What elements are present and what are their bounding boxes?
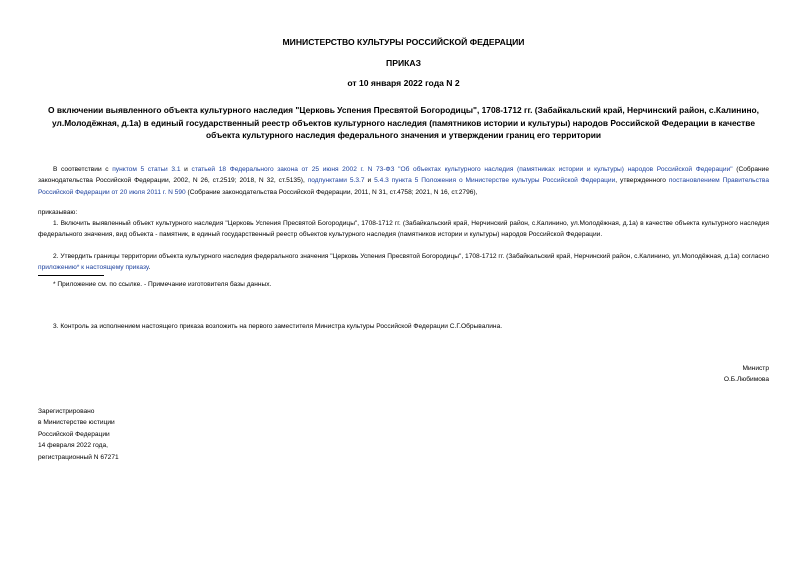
- item2-text-1: 2. Утвердить границы территории объекта культурного наследия федерального значения "Церковь Успения Пресвятой Богородицы", 1708-1712 гг. (Забайкальский край, Нерчинский район, с.Калинино, ул.Молодёжная, д.1а) согласно: [53, 253, 769, 260]
- basis-text-4: и: [364, 177, 375, 185]
- registration-line-3: Российской Федерации: [38, 430, 110, 438]
- order-item-3: 3. Контроль за исполнением настоящего приказа возложить на первого заместителя Министра культуры Российской Федерации С.Г.Обрывалина.: [53, 323, 503, 330]
- basis-text-2: и: [180, 166, 192, 173]
- registration-block: [38, 406, 119, 463]
- document-subject: О включении выявленного объекта культурного наследия "Церковь Успения Пресвятой Богородицы", 1708-1712 гг. (Забайкальский край, Нерчинский район, с.Калинино, ул.Молодёжная, д.1а) в единый государственный реестр объектов культурного наследия (памятников истории и культуры) народов Российской Федерации в качестве объекта культурного наследия федерального значения и утверждении границ его территории: [48, 105, 759, 140]
- signature-block: [724, 363, 769, 386]
- signature-name: О.Б.Любимова: [723, 376, 769, 384]
- document-date-number: от 10 января 2022 года N 2: [347, 78, 460, 88]
- registration-line-5: регистрационный N 67271: [38, 453, 119, 461]
- orders-label: приказываю:: [38, 209, 78, 216]
- basis-text-1: В соответствии с: [53, 166, 113, 173]
- link-ministry-regulation[interactable]: 5.4.3 пункта 5 Положения о Министерстве культуры Российской Федерации: [374, 177, 616, 185]
- link-article-3-1[interactable]: пунктом 5 статьи 3.1: [112, 166, 181, 173]
- link-subpoint-5-3-7[interactable]: подпунктами 5.3.7: [307, 177, 365, 185]
- basis-paragraph: [38, 164, 769, 198]
- footnote-divider: [38, 275, 104, 276]
- link-article-18-federal-law[interactable]: статьей 18 Федерального закона от 25 июня 2002 г. N 73-ФЗ "Об объектах культурного наследия (памятниках истории и культуры) народов Российской Федерации": [191, 166, 733, 173]
- order-item-2: [38, 251, 769, 274]
- basis-text-5: , утвержденного: [615, 177, 669, 185]
- link-appendix[interactable]: приложению* к настоящему приказу: [38, 264, 149, 272]
- footnote: * Приложение см. по ссылке. - Примечание изготовителя базы данных.: [53, 281, 272, 288]
- basis-text-6: (Собрание законодательства Российской Федерации, 2011, N 31, ст.4758; 2021, N 16, ст.2796),: [185, 188, 478, 196]
- registration-line-2: в Министерстве юстиции: [38, 419, 115, 427]
- order-item-1: 1. Включить выявленный объект культурного наследия "Церковь Успения Пресвятой Богородицы", 1708-1712 гг. (Забайкальский край, Нерчинский район, с.Калинино, ул.Молодёжная, д.1а) в качестве объекта культурного наследия федерального значения, вид объекта - памятник, в единый государственный реестр объектов культурного наследия (памятников истории и культуры) народов Российской Федерации.: [38, 220, 769, 239]
- ministry-name: МИНИСТЕРСТВО КУЛЬТУРЫ РОССИЙСКОЙ ФЕДЕРАЦИИ: [282, 37, 525, 47]
- document-type: ПРИКАЗ: [386, 58, 421, 68]
- link-government-resolution-590[interactable]: постановлением Правительства Российской Федерации от 20 июля 2011 г. N 590: [38, 177, 769, 196]
- basis-text-3: (Собрание законодательства Российской Федерации, 2002, N 26, ст.2519; 2018, N 32, ст.5135),: [38, 166, 770, 185]
- registration-line-1: Зарегистрировано: [38, 408, 95, 415]
- signature-position: Министр: [742, 365, 769, 372]
- item2-text-2: .: [148, 264, 151, 272]
- registration-line-4: 14 февраля 2022 года,: [38, 442, 108, 450]
